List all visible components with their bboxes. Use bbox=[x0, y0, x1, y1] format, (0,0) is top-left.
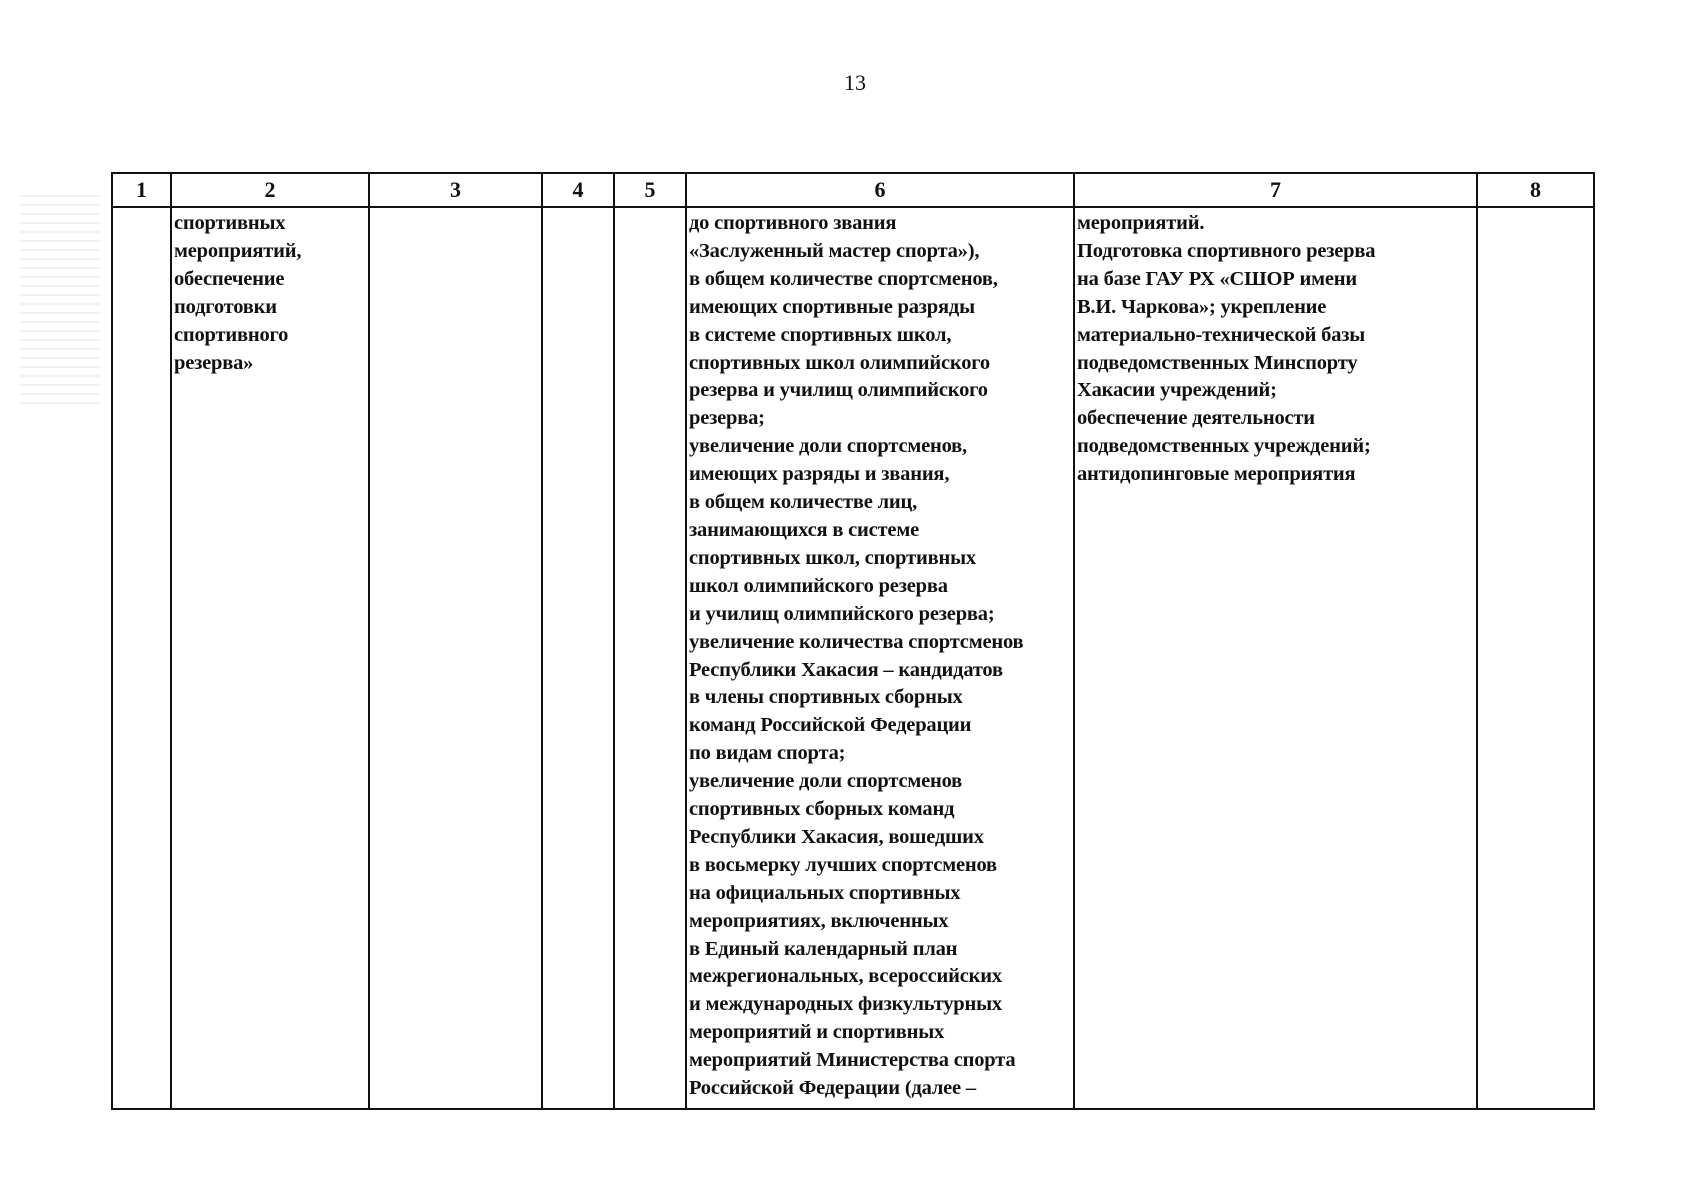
cell-col-8-text bbox=[1478, 208, 1593, 210]
header-col-2: 2 bbox=[171, 173, 369, 207]
header-col-8: 8 bbox=[1477, 173, 1594, 207]
cell-col-8 bbox=[1477, 207, 1594, 1109]
cell-col-7 bbox=[1074, 207, 1477, 1109]
header-col-7: 7 bbox=[1074, 173, 1477, 207]
cell-col-1 bbox=[112, 207, 171, 1109]
header-col-6: 6 bbox=[686, 173, 1074, 207]
cell-col-4-text bbox=[543, 208, 613, 210]
table-header-row bbox=[112, 173, 1594, 207]
cell-col-7-text: мероприятий. Подготовка спортивного резерва на базе ГАУ РХ «СШОР имени В.И. Чаркова»; укрепление материально-технической базы подведомственных Минспорту Хакасии учреждений; обеспечение деятельности подведомственных учреждений; антидопинговые мероприятия bbox=[1077, 212, 1376, 486]
cell-col-3-text bbox=[370, 208, 541, 210]
header-col-4: 4 bbox=[542, 173, 614, 207]
cell-col-5 bbox=[614, 207, 686, 1109]
cell-col-3 bbox=[369, 207, 542, 1109]
page-number: 13 bbox=[844, 70, 866, 95]
cell-col-1-text bbox=[113, 208, 170, 210]
cell-col-4 bbox=[542, 207, 614, 1109]
cell-col-2 bbox=[171, 207, 369, 1109]
cell-col-5-text bbox=[615, 208, 685, 210]
header-col-3: 3 bbox=[369, 173, 542, 207]
header-col-1: 1 bbox=[112, 173, 171, 207]
table-row bbox=[112, 207, 1594, 1109]
cell-col-6-text: до спортивного звания «Заслуженный мастер спорта»), в общем количестве спортсменов, имеющих спортивные разряды в системе спортивных школ, спортивных школ олимпийского резерва и училищ олимпийского резерва; увеличение доли спортсменов, имеющих разряды и звания, в общем количестве лиц, занимающихся в системе спортивных школ, спортивных школ олимпийского резерва и училищ олимпийского резерва; увеличение количества спортсменов Республики Хакасия – кандидатов в члены спортивных сборных команд Российской Федерации по видам спорта; увеличение доли спортсменов спортивных сборных команд Республики Хакасия, вошедших в восьмерку лучших спортсменов на официальных спортивных мероприятиях, включенных в Единый календарный план межрегиональных, всероссийских и международных физкультурных мероприятий и спортивных мероприятий Министерства спорта Российской Федерации (далее – bbox=[689, 212, 1024, 1100]
scan-artifact-marks bbox=[20, 195, 100, 410]
cell-col-2-text: спортивных мероприятий, обеспечение подготовки спортивного резерва» bbox=[174, 212, 302, 374]
program-table bbox=[111, 172, 1595, 1110]
header-col-5: 5 bbox=[614, 173, 686, 207]
cell-col-6 bbox=[686, 207, 1074, 1109]
